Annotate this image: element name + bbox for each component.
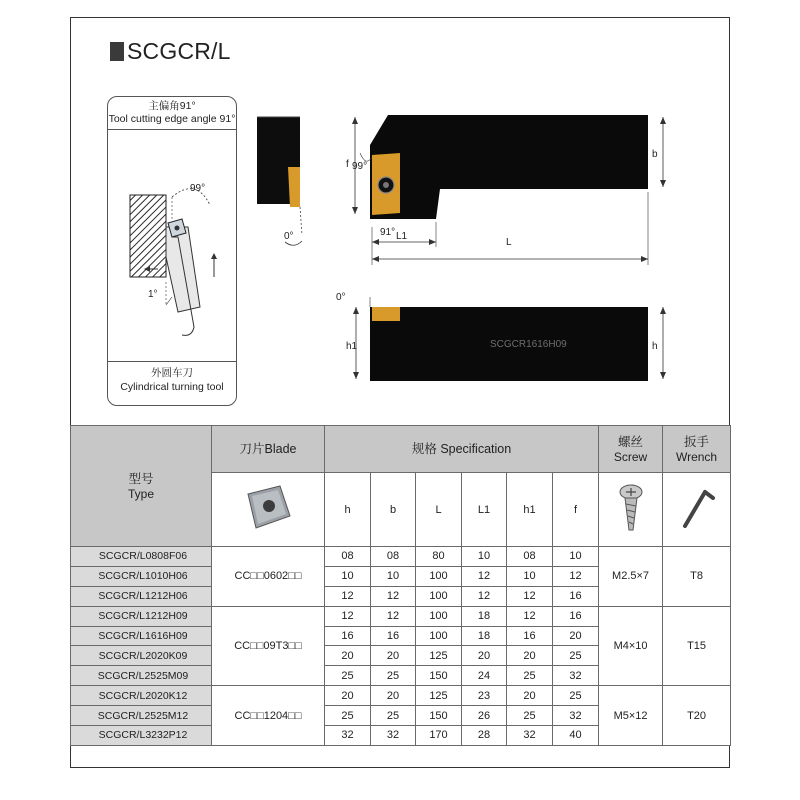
dim-value-cell: 26 [462,706,507,726]
dim-header-h: h [325,473,371,547]
type-cell: SCGCR/L2525M09 [71,666,212,686]
dim-value-cell: 32 [371,726,416,746]
engraving-text: SCGCR1616H09 [490,339,567,350]
turning-caption-cn: 外圆车刀 [151,367,193,379]
dim-value-cell: 100 [416,586,462,606]
dim-value-cell: 12 [371,606,416,626]
dim-value-cell: 40 [553,726,599,746]
dim-h1: h1 [346,341,358,352]
screw-cell: M2.5×7 [599,547,663,607]
dim-value-cell: 16 [553,586,599,606]
dim-f: f [346,159,349,170]
table-row [71,686,731,706]
dim-value-cell: 25 [371,666,416,686]
dim-value-cell: 10 [325,566,371,586]
dim-value-cell: 32 [553,706,599,726]
dim-header-h1: h1 [507,473,553,547]
dim-value-cell: 125 [416,646,462,666]
blade-cell: CC□□0602□□ [212,547,325,607]
type-cell: SCGCR/L1212H06 [71,586,212,606]
wrench-cell: T8 [663,547,731,607]
dim-value-cell: 100 [416,566,462,586]
top-view [346,115,666,265]
dim-value-cell: 12 [553,566,599,586]
illustration-angle-1: 1° [148,289,158,300]
blade-cell: CC□□1204□□ [212,686,325,746]
type-cell: SCGCR/L1212H09 [71,606,212,626]
dim-value-cell: 20 [325,686,371,706]
dim-value-cell: 20 [325,646,371,666]
dim-value-cell: 25 [507,706,553,726]
dim-value-cell: 20 [507,686,553,706]
dim-h: h [652,341,658,352]
dim-value-cell: 12 [462,566,507,586]
dim-value-cell: 25 [325,706,371,726]
spec-table [70,425,731,746]
dim-header-b: b [371,473,416,547]
dim-value-cell: 10 [462,547,507,567]
front-view-insert [372,307,400,321]
dim-value-cell: 170 [416,726,462,746]
tool-drawings [70,17,730,427]
dim-value-cell: 100 [416,626,462,646]
dim-L: L [506,237,512,248]
dim-value-cell: 16 [325,626,371,646]
dim-value-cell: 08 [325,547,371,567]
dim-header-L1: L1 [462,473,507,547]
angle-caption-en: Tool cutting edge angle 91° [108,113,236,125]
dim-value-cell: 10 [371,566,416,586]
illustration-angle-99: 99° [190,183,206,194]
top-angle-99: 99° [352,161,368,172]
dim-value-cell: 20 [462,646,507,666]
dim-value-cell: 12 [325,586,371,606]
table-row [71,606,731,626]
dim-header-L: L [416,473,462,547]
blade-cell: CC□□09T3□□ [212,606,325,686]
dim-value-cell: 20 [507,646,553,666]
dim-value-cell: 10 [507,566,553,586]
top-angle-91: 91° [380,227,396,238]
dim-value-cell: 16 [553,606,599,626]
screw-image-cell [599,473,663,547]
spec-table-body [71,547,731,746]
dim-value-cell: 16 [371,626,416,646]
page-title: SCGCR/L [127,37,231,64]
dim-value-cell: 24 [462,666,507,686]
screw-cell: M4×10 [599,606,663,686]
turning-caption-en: Cylindrical turning tool [120,381,224,393]
screw-cell: M5×12 [599,686,663,746]
dim-value-cell: 20 [553,626,599,646]
wrench-cell: T20 [663,686,731,746]
dim-value-cell: 32 [553,666,599,686]
dim-value-cell: 25 [507,666,553,686]
dim-value-cell: 12 [371,586,416,606]
end-view-insert [288,167,300,207]
table-row [71,547,731,567]
dim-header-f: f [553,473,599,547]
header-type: 型号 Type [71,426,212,547]
dim-b: b [652,149,658,160]
front-view [336,292,666,381]
type-cell: SCGCR/L2020K09 [71,646,212,666]
header-wrench: 扳手 Wrench [663,426,731,473]
dim-value-cell: 20 [371,686,416,706]
dim-value-cell: 18 [462,606,507,626]
dim-value-cell: 12 [325,606,371,626]
dim-value-cell: 150 [416,666,462,686]
wrench-icon [675,480,719,536]
dim-value-cell: 125 [416,686,462,706]
blade-image-cell [212,473,325,547]
type-cell: SCGCR/L1010H06 [71,566,212,586]
dim-value-cell: 25 [325,666,371,686]
dim-value-cell: 20 [371,646,416,666]
angle-caption-cn: 主偏角91° [148,100,196,112]
screw-icon [611,480,651,536]
header-blade: 刀片Blade [212,426,325,473]
type-cell: SCGCR/L3232P12 [71,726,212,746]
dim-value-cell: 28 [462,726,507,746]
type-cell: SCGCR/L2020K12 [71,686,212,706]
header-screw: 螺丝 Screw [599,426,663,473]
end-view [257,117,302,245]
wrench-image-cell [663,473,731,547]
dim-value-cell: 23 [462,686,507,706]
dim-value-cell: 08 [371,547,416,567]
type-cell: SCGCR/L1616H09 [71,626,212,646]
dim-value-cell: 08 [507,547,553,567]
dim-value-cell: 10 [553,547,599,567]
end-view-zero-deg: 0° [284,231,294,242]
dim-value-cell: 100 [416,606,462,626]
dim-value-cell: 25 [553,686,599,706]
dim-value-cell: 32 [325,726,371,746]
dim-value-cell: 32 [507,726,553,746]
dim-value-cell: 80 [416,547,462,567]
type-cell: SCGCR/L0808F06 [71,547,212,567]
dim-value-cell: 12 [507,586,553,606]
header-specification: 规格 Specification [325,426,599,473]
dim-value-cell: 16 [507,626,553,646]
dim-value-cell: 18 [462,626,507,646]
wrench-cell: T15 [663,606,731,686]
insert-icon [238,480,298,536]
dim-value-cell: 12 [462,586,507,606]
top-view-body [370,115,648,219]
dim-value-cell: 25 [553,646,599,666]
front-view-zero-deg: 0° [336,292,346,303]
dim-value-cell: 150 [416,706,462,726]
dim-value-cell: 12 [507,606,553,626]
dim-L1: L1 [396,231,408,242]
dim-value-cell: 25 [371,706,416,726]
type-cell: SCGCR/L2525M12 [71,706,212,726]
